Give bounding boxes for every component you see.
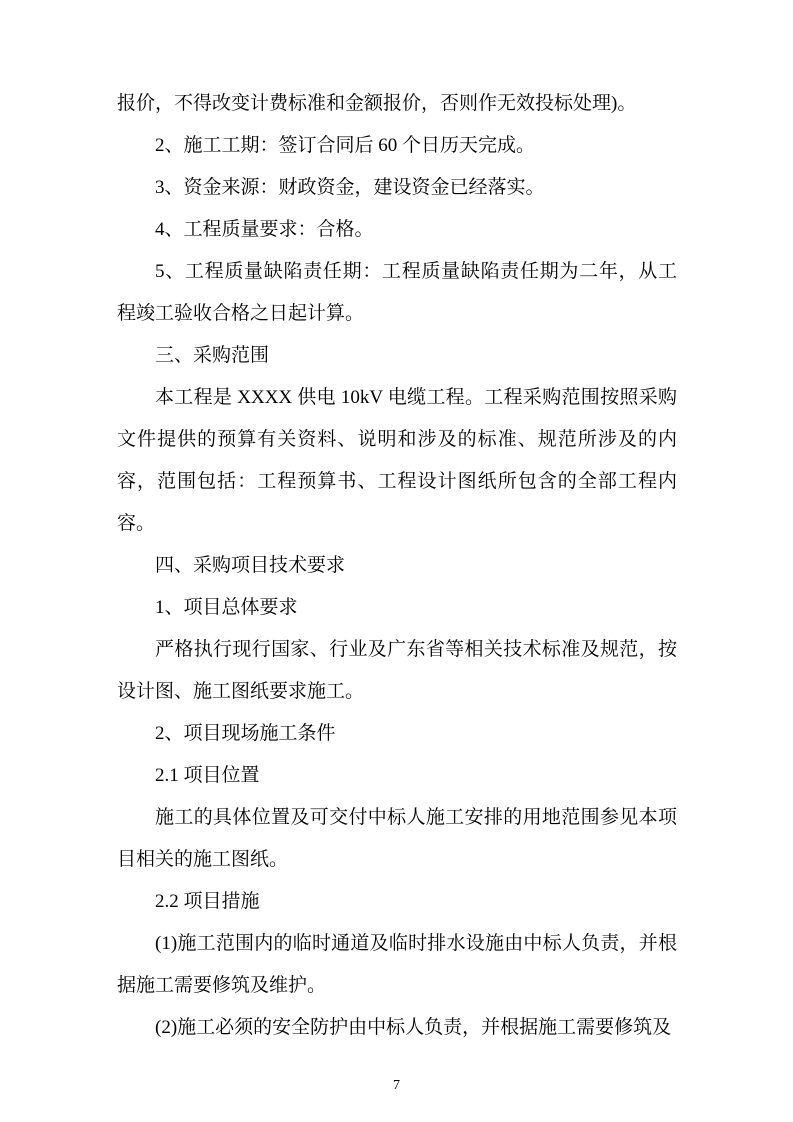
paragraph-measure-1: (1)施工范围内的临时通道及临时排水设施由中标人负责，并根据施工需要修筑及维护。 xyxy=(117,933,677,996)
page-number: 7 xyxy=(393,1078,400,1093)
paragraph-measure-2: (2)施工必须的安全防护由中标人负责，并根据施工需要修筑及 xyxy=(155,1017,672,1038)
heading-technical-requirements: 四、采购项目技术要求 xyxy=(155,555,346,576)
paragraph-location-description: 施工的具体位置及可交付中标人施工安排的用地范围参见本项目相关的施工图纸。 xyxy=(117,807,677,870)
heading-procurement-scope: 三、采购范围 xyxy=(155,345,270,366)
heading-overall-requirements: 1、项目总体要求 xyxy=(155,597,298,618)
heading-project-location: 2.1 项目位置 xyxy=(155,765,260,786)
paragraph-defect-liability-period: 5、工程质量缺陷责任期：工程质量缺陷责任期为二年，从工程竣工验收合格之日起计算。 xyxy=(117,261,677,324)
paragraph-continuation: 报价，不得改变计费标准和金额报价，否则作无效投标处理)。 xyxy=(117,93,637,114)
paragraph-scope-description: 本工程是 XXXX 供电 10kV 电缆工程。工程采购范围按照采购文件提供的预算有关资料、说明和涉及的标准、规范所涉及的内容，范围包括：工程预算书、工程设计图纸所包含的全部工程内容。 xyxy=(117,387,677,534)
heading-project-measures: 2.2 项目措施 xyxy=(155,891,260,912)
paragraph-funding-source: 3、资金来源：财政资金，建设资金已经落实。 xyxy=(155,177,545,198)
paragraph-standards-compliance: 严格执行现行国家、行业及广东省等相关技术标准及规范，按设计图、施工图纸要求施工。 xyxy=(117,639,677,702)
page-footer xyxy=(0,1076,793,1096)
heading-site-conditions: 2、项目现场施工条件 xyxy=(155,723,336,744)
paragraph-quality-requirement: 4、工程质量要求：合格。 xyxy=(155,219,374,240)
document-body xyxy=(117,83,677,1049)
paragraph-construction-period: 2、施工工期：签订合同后 60 个日历天完成。 xyxy=(155,135,536,156)
